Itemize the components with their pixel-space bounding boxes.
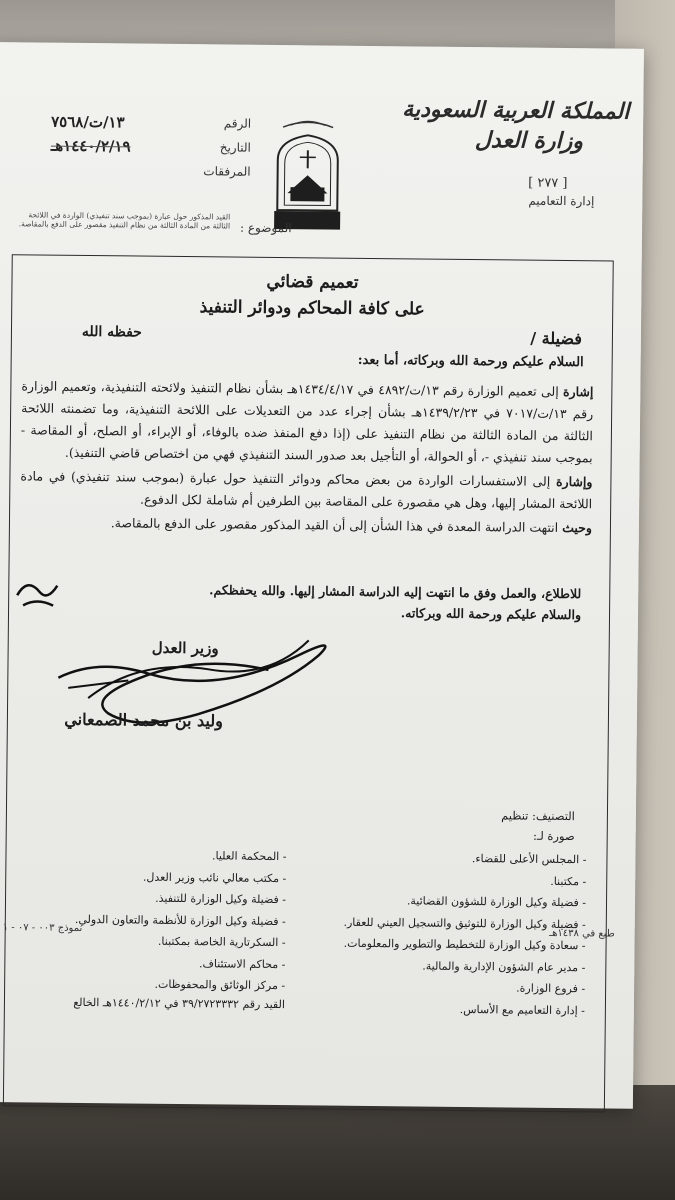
subject-text: القيد المذكور حول عبارة (بموجب سند تنفيذي) الواردة في اللائحة الثالثة من المادة الثالثة من نظام التنفيذ مقصور على الدفع بالمقاصة. <box>18 210 231 231</box>
list-item: - مدير عام الشؤون الإدارية والمالية. <box>422 959 586 974</box>
number-value: ١٣/ت/٧٥٦٨ <box>51 112 125 132</box>
department-number: [ ٢٧٧ ] <box>528 175 568 192</box>
list-item: - سعادة وكيل الوزارة للتخطيط والتطوير والمعلومات. <box>343 936 586 953</box>
paragraph-1-lead: إشارة <box>562 383 594 400</box>
paragraph-1 <box>21 375 594 469</box>
circular-subtitle: على كافة المحاكم ودوائر التنفيذ <box>199 297 425 320</box>
list-item: - فضيلة وكيل الوزارة للتوثيق والتسجيل العيني للعقار. <box>343 915 586 931</box>
list-item: - المجلس الأعلى للقضاء. <box>471 852 587 867</box>
department-name: إدارة التعاميم <box>528 193 595 209</box>
paragraph-3 <box>20 511 592 539</box>
date-label: التاريخ <box>219 140 251 155</box>
registration-line: القيد رقم ٣٩/٢٧٢٣٣٣٢ في ١٤٤٠/٢/١٢هـ الخالع <box>73 995 286 1012</box>
circular-frame <box>3 254 614 1112</box>
reference-block <box>51 113 252 187</box>
number-label: الرقم <box>223 116 252 131</box>
list-item: - مكتبنا. <box>550 874 587 888</box>
paragraph-3-text: انتهت الدراسة المعدة في هذا الشأن إلى أن القيد المذكور مقصور على الدفع بالمقاصة. <box>110 515 563 535</box>
minister-name: وليد بن محمد الصمعاني <box>64 709 224 731</box>
list-item: - إدارة التعاميم مع الأساس. <box>459 1002 585 1017</box>
list-item: - المحكمة العليا. <box>211 849 287 864</box>
paragraph-1-text: إلى تعميم الوزارة رقم ١٣/ت/٤٨٩٢ في ١٤٣٤/٤/١٧هـ بشأن نظام التنفيذ ولائحته التنفيذية، وتعميم الوزارة رقم ١٣/ت/٧٠١٧ في ١٤٣٩/٢/٢٣هـ بشأن إجراء عدد من التعديلات على اللائحة التنفيذية، وما تضمنته اللائحة الثالثة من المادة الثالثة من نظام التنفيذ على (إذا دفع المنفذ ضده بالوفاء، أو الإبراء، أو الصلح، أو المقاصة - بموجب سند تنفيذي -، أو الحوالة، أو التأجيل بعد صدور السند التنفيذي فهي من اختصاص قاضي التنفيذ). <box>20 378 594 466</box>
copy-to-label: صورة لـ: <box>532 828 575 844</box>
ministry-emblem-icon <box>262 115 353 236</box>
distribution-list-left <box>15 843 287 996</box>
handwritten-mark-icon <box>9 555 70 616</box>
minister-title: وزير العدل <box>151 638 219 658</box>
kingdom-title: المملكة العربية السعودية <box>402 96 630 125</box>
list-item: - فروع الوزارة. <box>516 981 586 996</box>
greeting: السلام عليكم ورحمة الله وبركاته، أما بعد: <box>357 352 584 371</box>
list-item: - السكرتارية الخاصة بمكتبنا. <box>157 934 286 950</box>
ministry-title: وزارة العدل <box>474 127 584 155</box>
list-item: - محاكم الاستئناف. <box>198 956 286 971</box>
document-page <box>0 42 644 1109</box>
paragraph-2 <box>20 465 592 515</box>
list-item: - فضيلة وكيل الوزارة للأنظمة والتعاون الدولي. <box>74 912 286 928</box>
list-item: - مركز الوثائق والمحفوظات. <box>154 977 286 993</box>
circular-body <box>20 375 594 541</box>
list-item: - مكتب معالي نائب وزير العدل. <box>142 870 287 885</box>
attachments-label: المرفقات <box>203 164 251 179</box>
closing-line: والسلام عليكم ورحمة الله وبركاته. <box>400 605 582 623</box>
paragraph-3-lead: وحيث <box>562 519 593 536</box>
date-value: ١٤٤٠/٢/١٩هـ <box>50 136 131 156</box>
addressee: فضيلة / <box>530 328 583 349</box>
form-number: نموذج ٠٠٣ - ٠٧ - ١ <box>2 922 83 934</box>
subject-label: الموضوع : <box>239 220 292 236</box>
list-item: - فضيلة وكيل الوزارة للشؤون القضائية. <box>406 894 587 910</box>
blessing: حفظه الله <box>81 323 142 341</box>
classification: التصنيف: تنظيم <box>501 808 575 824</box>
paragraph-2-text: إلى الاستفسارات الواردة من بعض محاكم ودوائر التنفيذ حول عبارة (بموجب سند تنفيذي) في مادة اللائحة المشار إليها، وهل هي مقصورة على المقاصة بين الطرفين أم شاملة لكل الدفوع. <box>20 468 593 512</box>
list-item: - فضيلة وكيل الوزارة للتنفيذ. <box>155 891 287 907</box>
paragraph-2-lead: وإشارة <box>555 473 593 490</box>
print-date: طبع في ١٤٣٨هـ <box>549 927 615 940</box>
circular-title: تعميم قضائي <box>266 271 359 293</box>
distribution-list-right <box>295 846 587 1021</box>
instruction-line: للاطلاع، والعمل وفق ما انتهت إليه الدراسة المشار إليها. والله يحفظكم. <box>209 582 582 602</box>
